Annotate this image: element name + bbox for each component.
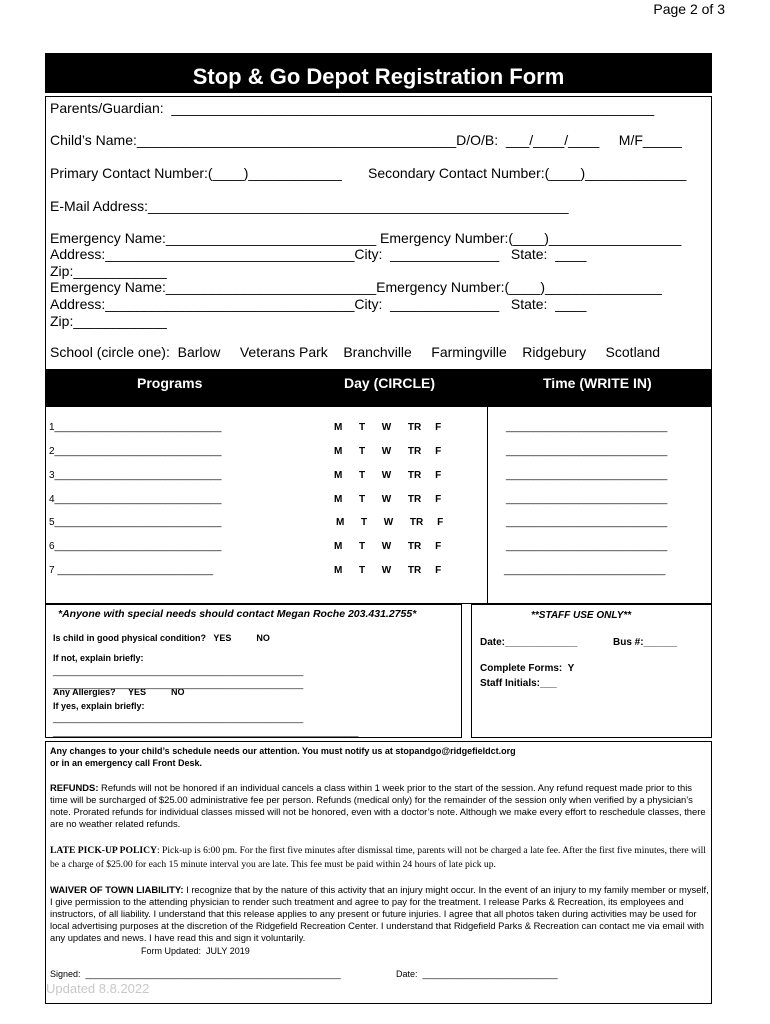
time-column-header: Time (WRITE IN) — [543, 375, 652, 391]
program-name-line[interactable]: 4______________________________ — [49, 494, 222, 505]
program-name-line[interactable]: 6______________________________ — [49, 541, 222, 552]
late-pickup-text: : Pick-up is 6:00 pm. For the first five minutes after dismissal time, parents will not be charged a late fee. After the first five minutes, there will be a charge of $25.00 for each 15 minute interval you are late. This fee must be paid within 24 hours of late pick up. — [50, 845, 706, 870]
refunds-text: Refunds will not be honored if an individual cancels a class within 1 week prior to the start of the session. Any refund request made prior to this time will be surcharged of $25.00 administrative fee per person. Refunds (medical only) for the remainder of the session only when verified by a physician’s note. Prorated refunds for individual classes missed will not be honored, even with a doctor’s note. Although we make every effort to reschedule classes, there are no weather related refunds. — [50, 782, 706, 829]
staff-initials-field[interactable]: Staff Initials:___ — [480, 678, 557, 689]
emergency-name-1-field[interactable]: Emergency Name:___________________________ Emergency Number:(____)_________________ — [50, 230, 682, 246]
time-line[interactable]: _____________________________ — [506, 446, 668, 457]
bus-number-field[interactable]: Bus #:______ — [613, 637, 677, 648]
program-name-line[interactable]: 7 ____________________________ — [49, 565, 214, 576]
time-line[interactable]: _____________________________ — [504, 565, 666, 576]
signature-date-field[interactable]: Date: ___________________________ — [396, 969, 558, 979]
explain-label: If not, explain briefly: — [53, 653, 144, 663]
emergency-call-notice: or in an emergency call Front Desk. — [50, 758, 203, 768]
refunds-label: REFUNDS: — [50, 782, 99, 793]
explain-line-1[interactable]: __________________________________________________ — [53, 666, 304, 676]
page-number: Page 2 of 3 — [653, 1, 725, 17]
programs-header — [45, 369, 712, 406]
program-name-line[interactable]: 3______________________________ — [49, 470, 222, 481]
time-line[interactable]: _____________________________ — [506, 517, 668, 528]
time-line[interactable]: _____________________________ — [506, 494, 668, 505]
time-line[interactable]: _____________________________ — [506, 422, 668, 433]
form-title: Stop & Go Depot Registration Form — [45, 53, 712, 93]
program-name-line[interactable]: 2______________________________ — [49, 446, 222, 457]
form-updated-label: Form Updated: JULY 2019 — [141, 946, 250, 956]
emergency-name-2-field[interactable]: Emergency Name:___________________________Emergency Number:(____)_______________ — [50, 279, 662, 295]
waiver-policy — [50, 884, 710, 944]
late-pickup-label: LATE PICK-UP POLICY — [50, 845, 157, 856]
physical-condition-question[interactable]: Is child in good physical condition? YES NO — [53, 633, 270, 643]
day-options[interactable]: M T W TR F — [334, 494, 442, 505]
program-name-line[interactable]: 5______________________________ — [49, 517, 222, 528]
programs-column-header: Programs — [137, 375, 203, 391]
parents-guardian-field[interactable]: Parents/Guardian: ______________________________________________________________ — [50, 100, 655, 116]
day-column-header: Day (CIRCLE) — [344, 375, 436, 391]
day-options[interactable]: M T W TR F — [334, 565, 442, 576]
allergy-line-1[interactable]: __________________________________________________ — [53, 713, 304, 723]
school-choice[interactable]: School (circle one): Barlow Veterans Park Branchville Farmingville Ridgebury Scotland — [50, 344, 661, 360]
signature-field[interactable]: Signed: ___________________________________________________ — [50, 969, 341, 979]
explain-line-2[interactable]: __________________________________________________ — [53, 679, 304, 689]
allergies-question[interactable]: Any Allergies? YES NO — [53, 687, 185, 697]
policies-section — [45, 741, 712, 1004]
allergy-explain-label: If yes, explain briefly: — [53, 701, 145, 711]
waiver-label: WAIVER OF TOWN LIABILITY: — [50, 884, 184, 895]
allergy-line-2[interactable]: _____________________________________________________________ — [53, 727, 359, 737]
day-options[interactable]: M T W TR F — [334, 470, 442, 481]
primary-contact-field[interactable]: Primary Contact Number:(____)____________ — [50, 165, 342, 181]
refunds-policy — [50, 782, 710, 830]
time-line[interactable]: _____________________________ — [506, 541, 668, 552]
special-needs-note: *Anyone with special needs should contact Megan Roche 203.431.2755* — [58, 608, 417, 620]
day-options[interactable]: M T W TR F — [334, 446, 442, 457]
emergency-address-1-field[interactable]: Address:________________________________City: ______________ State: ____ — [50, 246, 587, 262]
program-name-line[interactable]: 1______________________________ — [49, 422, 222, 433]
email-field[interactable]: E-Mail Address:______________________________________________________ — [50, 198, 569, 214]
complete-forms-field[interactable]: Complete Forms: Y — [480, 663, 575, 674]
day-options[interactable]: M T W TR F — [336, 517, 444, 528]
programs-column-divider — [487, 406, 488, 604]
secondary-contact-field[interactable]: Secondary Contact Number:(____)_____________ — [368, 165, 687, 181]
staff-date-field[interactable]: Date:_____________ — [480, 637, 578, 648]
late-pickup-policy — [50, 844, 710, 872]
updated-watermark: Updated 8.8.2022 — [46, 981, 150, 996]
child-name-field[interactable]: Child’s Name:_________________________________________D/O/B: ___/____/____ M/F_____ — [50, 132, 682, 148]
day-options[interactable]: M T W TR F — [334, 541, 442, 552]
time-line[interactable]: _____________________________ — [506, 470, 668, 481]
emergency-zip-2-field[interactable]: Zip:____________ — [50, 313, 167, 329]
waiver-text: I recognize that by the nature of this activity that an injury might occur. In the event of an injury to my family member or myself, I give permission to the attending physician to render such treatment and agree to pay for the treatment. I release Parks & Recreation, its employees and instructors, of all liability. I understand that this release applies to any present or future injuries. I agree that all photos taken during activities may be used for local advertising purposes at the discretion of the Ridgefield Recreation Center. I understand that Ridgefield Parks & Recreation can contact me via email with any updates and news. I have read this and sign it voluntarily. — [50, 884, 709, 943]
staff-use-header: **STAFF USE ONLY** — [531, 610, 632, 621]
schedule-changes-notice: Any changes to your child’s schedule needs our attention. You must notify us at stopandgo@ridgefieldct.org — [50, 746, 516, 756]
day-options[interactable]: M T W TR F — [334, 422, 442, 433]
emergency-address-2-field[interactable]: Address:________________________________City: ______________ State: ____ — [50, 296, 587, 312]
emergency-zip-1-field[interactable]: Zip:____________ — [50, 263, 167, 279]
